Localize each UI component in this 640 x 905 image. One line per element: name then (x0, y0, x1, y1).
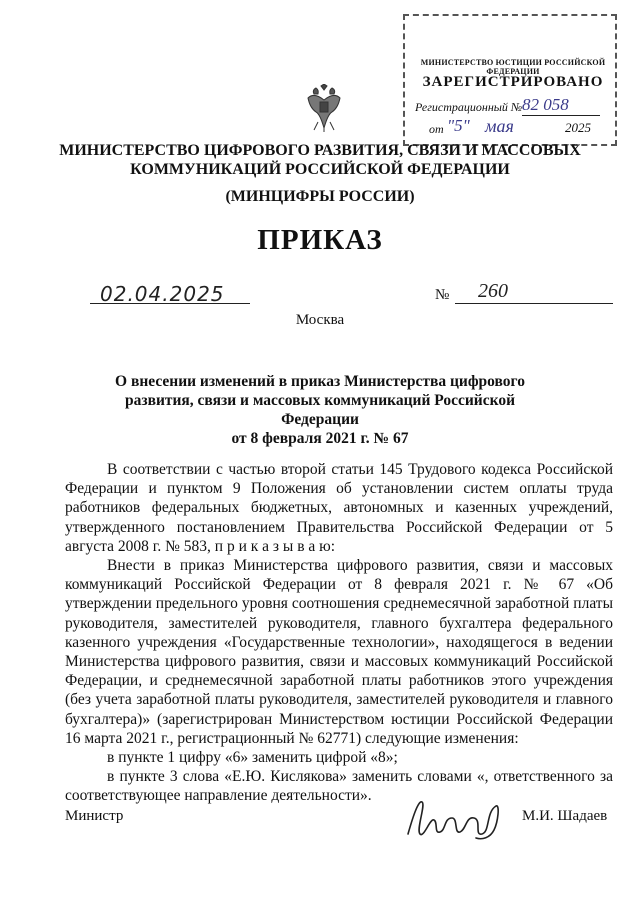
order-body (65, 460, 613, 806)
number-underline (455, 303, 613, 304)
signer-role: Министр (65, 808, 124, 824)
order-date: 02.04.2025 (100, 282, 225, 306)
stamp-ministry: МИНИСТЕРСТВО ЮСТИЦИИ РОССИЙСКОЙ ФЕДЕРАЦИИ (420, 58, 606, 76)
order-subject (100, 372, 540, 448)
order-number: 260 (478, 280, 508, 302)
signer-name: М.И. Шадаев (522, 808, 608, 824)
order-title: ПРИКАЗ (257, 224, 383, 256)
stamp-date-day: "5" (447, 116, 470, 135)
order-city: Москва (295, 312, 345, 328)
stamp-date-year: 2025 (565, 120, 591, 135)
body-paragraph-change-1: в пункте 1 цифру «6» заменить цифрой «8»; (107, 749, 398, 767)
ministry-name-line1: МИНИСТЕРСТВО ЦИФРОВОГО РАЗВИТИЯ, СВЯЗИ И МАССОВЫХ (59, 142, 581, 159)
stamp-date-prefix: от (429, 122, 444, 136)
stamp-number-value: 82 058 (522, 95, 600, 116)
ministry-short-name: (МИНЦИФРЫ РОССИИ) (225, 188, 415, 205)
body-paragraph-change-2: в пункте 3 слова «Е.Ю. Кислякова» заменить словами «, ответственного за соответствующее направление деятельности». (65, 768, 613, 805)
stamp-status: ЗАРЕГИСТРИРОВАНО (422, 74, 604, 90)
ministry-name-line2: КОММУНИКАЦИЙ РОССИЙСКОЙ ФЕДЕРАЦИИ (130, 161, 510, 178)
stamp-date-month: мая (485, 116, 514, 136)
subject-line1: О внесении изменений в приказ Министерства цифрового (115, 373, 525, 390)
handwritten-signature (400, 790, 512, 846)
registration-stamp (403, 14, 617, 146)
subject-line2: развития, связи и массовых коммуникаций Российской Федерации (124, 392, 516, 428)
body-paragraph-amendment: Внести в приказ Министерства цифрового развития, связи и массовых коммуникаций Российской Федерации от 8 февраля 2021 г. № 67 «Об утверждении предельного уровня соотношения среднемесячной заработной платы руководителя, заместителей руководителя, главного бухгалтера федерального казенного учреждения «Государственные технологии», находящегося в ведении Министерства цифрового развития, связи и массовых коммуникаций Российской Федерации, и среднемесячной заработной платы работников этого учреждения (без учета заработной платы руководителя, заместителей руководителя и главного бухгалтера)» (зарегистрирован Министерством юстиции Российской Федерации 16 марта 2021 г., регистрационный № 62771) следующие изменения: (65, 557, 613, 747)
stamp-number-label: Регистрационный № (415, 100, 523, 114)
body-paragraph-basis: В соответствии с частью второй статьи 145 Трудового кодекса Российской Федерации и пунктом 9 Положения об установлении систем оплаты труда работников федеральных бюджетных, автономных и казенных учреждений, утвержденного постановлением Правительства Российской Федерации от 5 августа 2008 г. № 583, п р и к а з ы в а ю: (65, 461, 613, 555)
subject-line3: от 8 февраля 2021 г. № 67 (231, 430, 409, 447)
order-number-label: № (435, 287, 450, 303)
coat-of-arms-icon (304, 84, 344, 134)
date-underline (90, 303, 250, 304)
